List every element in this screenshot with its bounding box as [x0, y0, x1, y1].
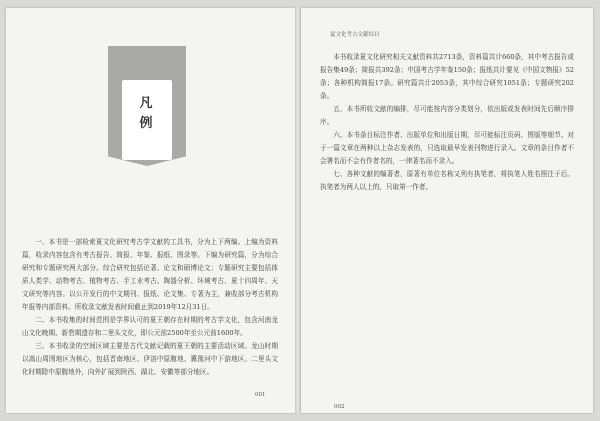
paragraph: 三、本书收录的空间区域主要是古代文献记载的夏王朝的主要活动区域。龙山时期以嵩山周围地区为核心，包括晋南地区、伊洛中原腹地、冀豫河中下游地区。二里头文化时期除中原腹地外，向外扩展到陕西、湖北、安徽等部分地区。 [22, 342, 278, 376]
paragraph: 五、本书所收文献的编排，尽可能按内容分类划分，依出版或发表时间先后顺序排序。 [320, 105, 574, 126]
page-number-right: 002 [334, 404, 345, 410]
left-body-text [22, 236, 278, 379]
paragraph: 七、各种文献的编著者，原著有单位名称又列有执笔者，将执笔人姓名照注于后。执笔者为两人以上的，只取第一作者。 [320, 170, 574, 191]
section-title [122, 94, 172, 134]
title-char: 例 [139, 116, 155, 131]
page-number-left: 001 [255, 392, 266, 398]
paragraph: 本书收录夏文化研究相关文献资料共2713条，资料篇共计660条，其中考古报告或报告集49条；简报共392条；中国考古学年鉴150条；报纸共计要见《中国文物报》52条；各种机构简报17条。研究篇共计2053条，其中综合研究1051条；专题研究202条。 [320, 53, 574, 100]
running-head: 夏文化考古文献综目 [330, 32, 380, 38]
paragraph: 六、本书条目标注作者、出版单位和出版日期，尽可能标注页码、图版等细节。对于一篇文章在两种以上杂志发表的，只选取最早发表刊物进行录入。文章的条目作者不会署名而不会有作者名的，一律著名而不录入。 [320, 131, 574, 165]
paragraph: 一、本书是一部检索夏文化研究考古学文献的工具书，分为上下两编。上编为资料篇，收录内容包含有考古报告、简报、年鉴、报纸、图录等。下编为研究篇，分为综合研究和专题研究两大部分。综合研究包括论著、论文和硕博论文；专题研究主要包括体质人类学、动物考古、植物考古、手工业考古、陶器分析、环境考古、夏十四周年、天文研究等内容。以公开发行的中文期刊、报纸、论文集、专著为主，兼收部分考古机构年报等内部资料。所收录文献发表时间截止到2019年12月31日。 [22, 238, 278, 311]
right-body-text [320, 51, 574, 194]
paragraph: 二、本书收集的时间范围是学界认可的夏王朝存在时期的考古学文化，包含河南龙山文化晚期、新砦期遗存和二里头文化，即公元前2500年至公元前1600年。 [22, 316, 278, 337]
title-char: 凡 [139, 96, 155, 111]
